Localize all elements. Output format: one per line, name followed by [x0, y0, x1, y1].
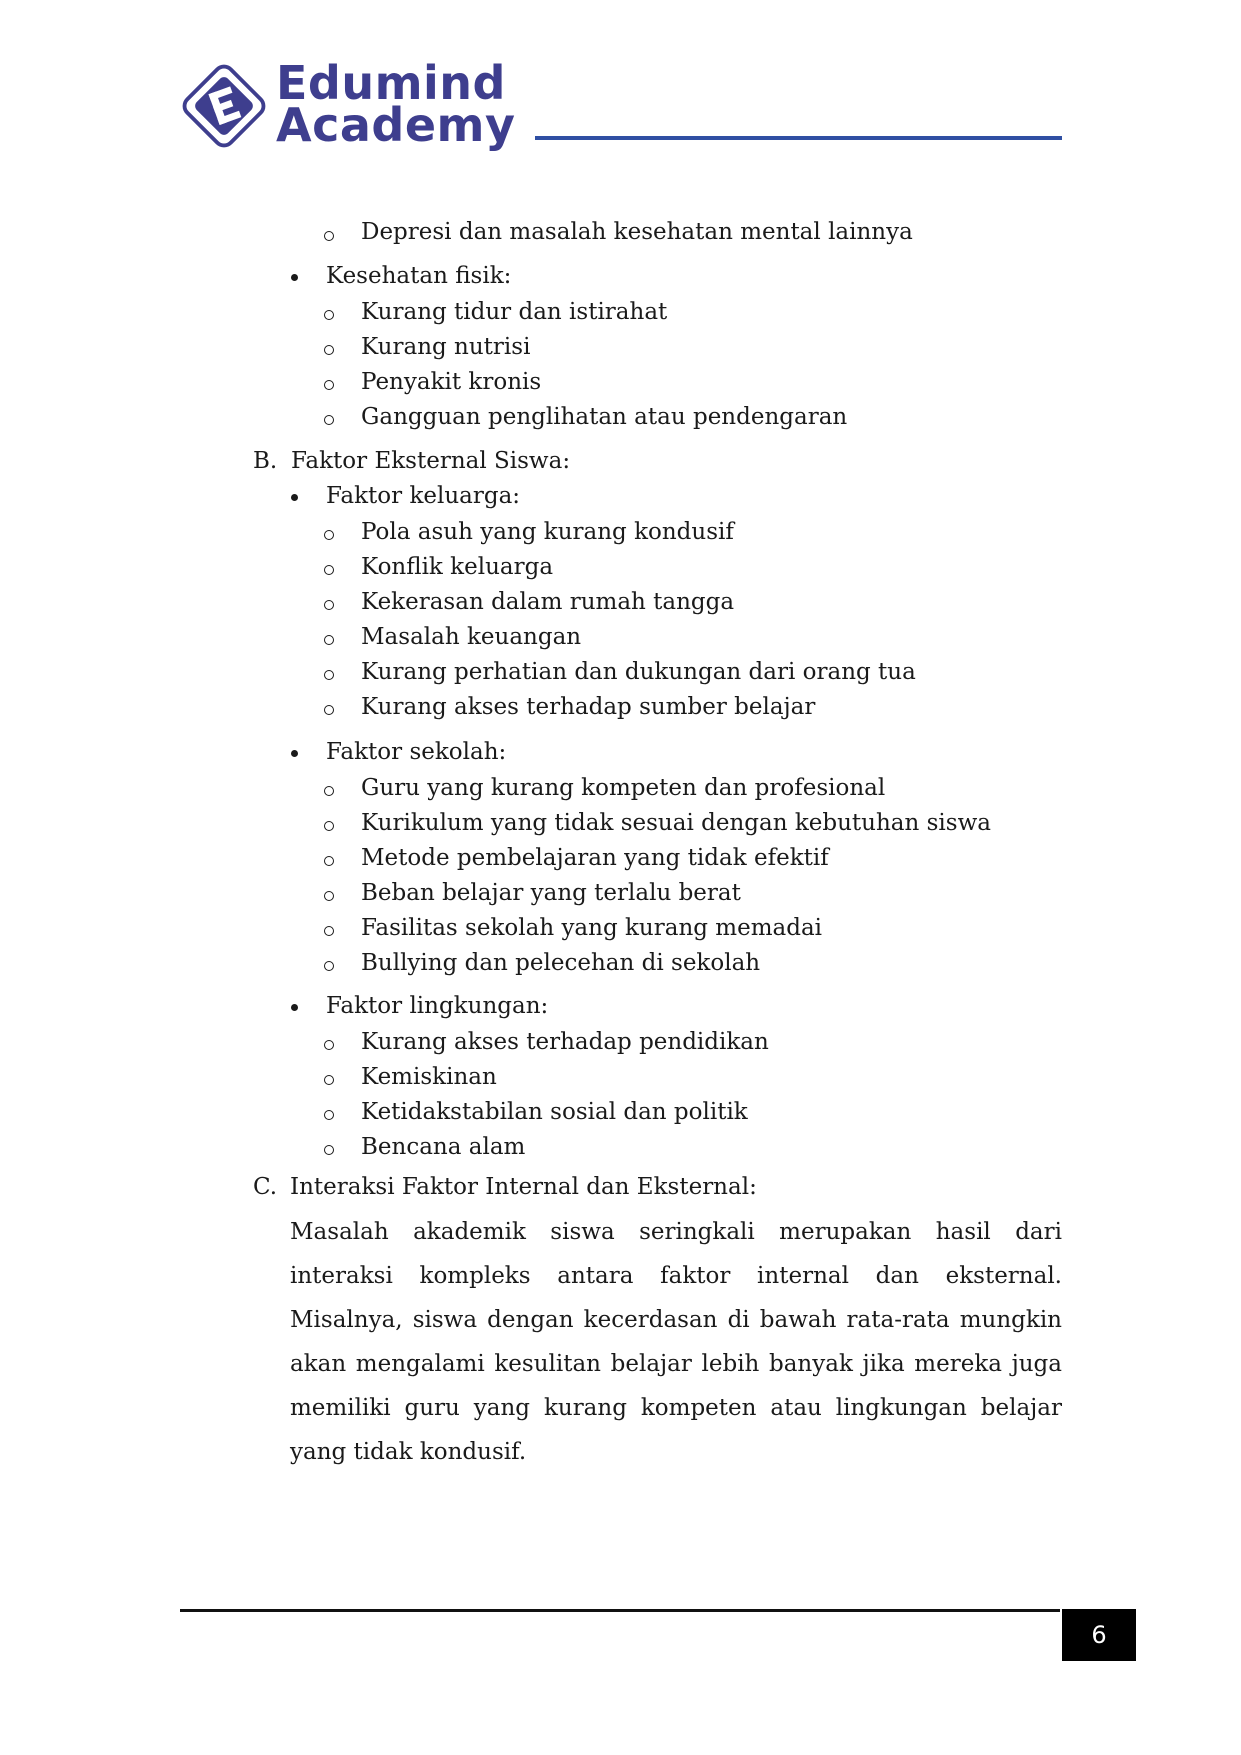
- list-item: Kemiskinan: [361, 1064, 497, 1090]
- header-rule: [535, 136, 1062, 140]
- list-item: Bullying dan pelecehan di sekolah: [361, 950, 761, 976]
- circle-bullet-icon: [324, 600, 334, 610]
- list-item: Beban belajar yang terlalu berat: [361, 880, 741, 906]
- circle-bullet-icon: [324, 821, 334, 831]
- circle-bullet-icon: [324, 310, 334, 320]
- circle-bullet-icon: [324, 786, 334, 796]
- sub-heading: Faktor keluarga:: [326, 483, 521, 509]
- list-item: Metode pembelajaran yang tidak efektif: [361, 845, 829, 871]
- sub-heading: Kesehatan fisik:: [326, 263, 512, 289]
- circle-bullet-icon: [324, 961, 334, 971]
- circle-bullet-icon: [324, 415, 334, 425]
- section-marker: C.: [253, 1174, 278, 1200]
- circle-bullet-icon: [324, 1145, 334, 1155]
- list-item: Kurang tidur dan istirahat: [361, 299, 668, 325]
- bullet-icon: [291, 1004, 298, 1011]
- paragraph: Masalah akademik siswa seringkali merupakan hasil dari interaksi kompleks antara faktor internal dan eksternal. Misalnya, siswa dengan kecerdasan di bawah rata-rata mungkin akan mengalami kesulitan belajar lebih banyak jika mereka juga memiliki guru yang kurang kompeten atau lingkungan belajar yang tidak kondusif.: [290, 1219, 1062, 1465]
- section-heading: Faktor Eksternal Siswa:: [291, 448, 571, 474]
- circle-bullet-icon: [324, 380, 334, 390]
- brand-name: [276, 56, 516, 152]
- sub-heading: Faktor sekolah:: [326, 739, 507, 765]
- bullet-icon: [291, 494, 298, 501]
- circle-bullet-icon: [324, 926, 334, 936]
- page-number: 6: [1062, 1609, 1136, 1661]
- list-item: Guru yang kurang kompeten dan profesional: [361, 775, 886, 801]
- list-item: Gangguan penglihatan atau pendengaran: [361, 404, 848, 430]
- list-item: Kurang akses terhadap pendidikan: [361, 1029, 769, 1055]
- list-item: Kurang perhatian dan dukungan dari orang tua: [361, 659, 916, 685]
- circle-bullet-icon: [324, 856, 334, 866]
- circle-bullet-icon: [324, 530, 334, 540]
- list-item: Ketidakstabilan sosial dan politik: [361, 1099, 748, 1125]
- circle-bullet-icon: [324, 891, 334, 901]
- footer-rule: [180, 1609, 1060, 1612]
- circle-bullet-icon: [324, 1110, 334, 1120]
- brand-line-2: Academy: [276, 98, 516, 152]
- brand-line-1: Edumind: [276, 56, 506, 110]
- section-heading: Interaksi Faktor Internal dan Eksternal:: [290, 1174, 757, 1200]
- section-marker: B.: [253, 448, 278, 474]
- list-item: Bencana alam: [361, 1134, 526, 1160]
- list-item: Pola asuh yang kurang kondusif: [361, 519, 734, 545]
- circle-bullet-icon: [324, 1040, 334, 1050]
- list-item: Kurang nutrisi: [361, 334, 531, 360]
- list-item: Penyakit kronis: [361, 369, 542, 395]
- list-item: Kekerasan dalam rumah tangga: [361, 589, 735, 615]
- circle-bullet-icon: [324, 565, 334, 575]
- list-item: Konflik keluarga: [361, 554, 554, 580]
- list-item: Masalah keuangan: [361, 624, 582, 650]
- circle-bullet-icon: [324, 231, 334, 241]
- sub-heading: Faktor lingkungan:: [326, 993, 549, 1019]
- circle-bullet-icon: [324, 705, 334, 715]
- bullet-icon: [291, 750, 298, 757]
- bullet-icon: [291, 274, 298, 281]
- list-item: Depresi dan masalah kesehatan mental lainnya: [361, 219, 913, 245]
- list-item: Kurang akses terhadap sumber belajar: [361, 694, 816, 720]
- circle-bullet-icon: [324, 1075, 334, 1085]
- list-item: Fasilitas sekolah yang kurang memadai: [361, 915, 823, 941]
- list-item: Kurikulum yang tidak sesuai dengan kebutuhan siswa: [361, 810, 991, 836]
- circle-bullet-icon: [324, 345, 334, 355]
- circle-bullet-icon: [324, 670, 334, 680]
- edumind-logo-icon: [176, 58, 272, 154]
- circle-bullet-icon: [324, 635, 334, 645]
